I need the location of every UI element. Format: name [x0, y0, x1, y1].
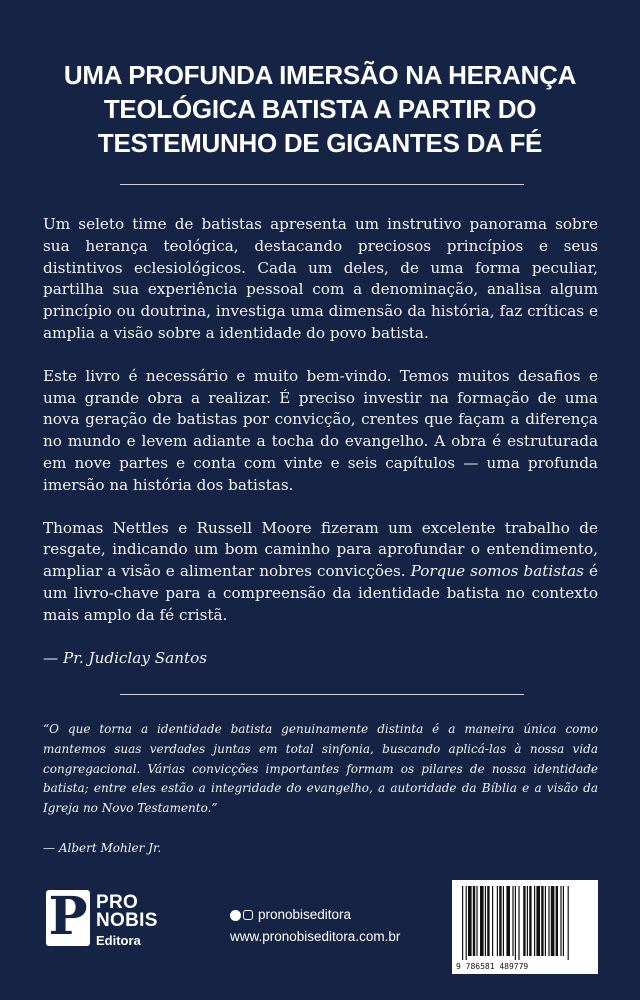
- bottom-divider: [120, 694, 524, 695]
- barcode-bar: [506, 886, 510, 956]
- social-row: [230, 904, 400, 926]
- barcode-bar: [499, 886, 501, 956]
- publisher-logo: [46, 886, 186, 954]
- barcode-bar: [529, 886, 531, 956]
- barcode-bar: [468, 886, 472, 956]
- barcode-bar: [536, 886, 540, 956]
- logo-letter: P: [48, 886, 88, 947]
- isbn-barcode: [452, 880, 598, 974]
- top-divider: [120, 184, 524, 185]
- barcode-bar: [485, 886, 486, 956]
- endorsement-quote: [43, 720, 598, 859]
- headline-line-3: TESTEMUNHO DE GIGANTES DA FÉ: [97, 128, 543, 158]
- barcode-bars: [452, 880, 598, 960]
- barcode-bar: [560, 886, 561, 956]
- barcode-bar: [473, 886, 475, 956]
- barcode-bar: [523, 886, 525, 956]
- barcode-bar: [512, 886, 513, 956]
- barcode-bar: [548, 886, 549, 956]
- facebook-icon: [230, 910, 241, 921]
- logo-name-line-2: NOBIS: [96, 910, 158, 931]
- headline-line-2: TEOLÓGICA BATISTA A PARTIR DO: [103, 94, 537, 124]
- barcode-bar: [492, 886, 493, 956]
- quote-text: “O que torna a identidade batista genuinamente distinta é a maneira única como mantemos suas verdades juntas em total sinfonia, buscando aplicá-las à nossa vida congregacional. Várias convicções importantes formam os pilares de nossa identidade batista; entre eles estão a integridade do evangelho, a autoridade da Bíblia e a visão da Igreja no Novo Testamento.”: [43, 722, 598, 816]
- barcode-bar: [476, 886, 477, 956]
- paragraph-3: [43, 518, 598, 627]
- barcode-bar: [556, 886, 558, 956]
- logo-name-line-3: Editora: [96, 933, 141, 948]
- barcode-bar: [466, 886, 467, 960]
- barcode-bar: [527, 886, 528, 956]
- paragraph-1: Um seleto time de batistas apresenta um instrutivo panorama sobre sua herança teológica, destacando preciosos princípios e seus distintivos eclesiológicos. Cada um deles, de uma forma peculiar, partilha sua experiência pessoal com a denominação, analisa algum princípio ou doutrina, investiga uma dimensão da história, faz críticas e amplia a visão sobre a identidade do povo batista.: [43, 215, 598, 342]
- barcode-bar: [487, 886, 489, 956]
- barcode-bar: [545, 886, 546, 956]
- barcode-bar: [503, 886, 504, 956]
- barcode-bar: [568, 886, 569, 960]
- barcode-bar: [551, 886, 555, 956]
- barcode-bar: [480, 886, 484, 956]
- barcode-bar: [534, 886, 535, 956]
- website: www.pronobiseditora.com.br: [230, 929, 401, 944]
- headline-line-1: UMA PROFUNDA IMERSÃO NA HERANÇA: [63, 60, 577, 90]
- barcode-bar: [497, 886, 498, 956]
- paragraph-2: Este livro é necessário e muito bem-vindo. Temos muitos desafios e uma grande obra a realizar. É preciso investir na formação de uma nova geração de batistas por convicção, crentes que façam a diferença no mundo e levem adiante a tocha do evangelho. A obra é estruturada em nove partes e conta com vinte e seis capítulos — uma profunda imersão na história dos batistas.: [43, 366, 598, 494]
- logo-wordmark: [96, 894, 158, 950]
- book-title: Porque somos batistas: [410, 562, 584, 581]
- social-handle: pronobiseditora: [258, 907, 352, 922]
- logo-name-line-1: PRO: [96, 892, 139, 913]
- signature: — Pr. Judiclay Santos: [43, 648, 208, 667]
- barcode-bar: [462, 886, 463, 960]
- publisher-contact: [230, 904, 400, 948]
- paragraph-3-part-2: é um livro-chave para a compreensão da identidade batista no contexto mais amplo da fé cristã.: [43, 562, 599, 624]
- barcode-bar: [518, 886, 519, 960]
- quote-author: — Albert Mohler Jr.: [43, 840, 162, 855]
- barcode-digits: 9 786581 489779: [456, 962, 529, 971]
- paragraph-3-part-1: Thomas Nettles e Russell Moore fizeram um excelente trabalho de resgate, indicando um bom caminho para aprofundar o entendimento, ampliar a visão e alimentar nobres convicções.: [43, 518, 598, 581]
- barcode-bar: [541, 886, 543, 956]
- logo-mark: [46, 886, 90, 947]
- headline: [40, 58, 600, 160]
- description: [43, 214, 598, 690]
- website-row: [230, 926, 400, 948]
- barcode-bar: [515, 886, 516, 960]
- barcode-bar: [563, 886, 564, 956]
- instagram-icon: [243, 910, 253, 920]
